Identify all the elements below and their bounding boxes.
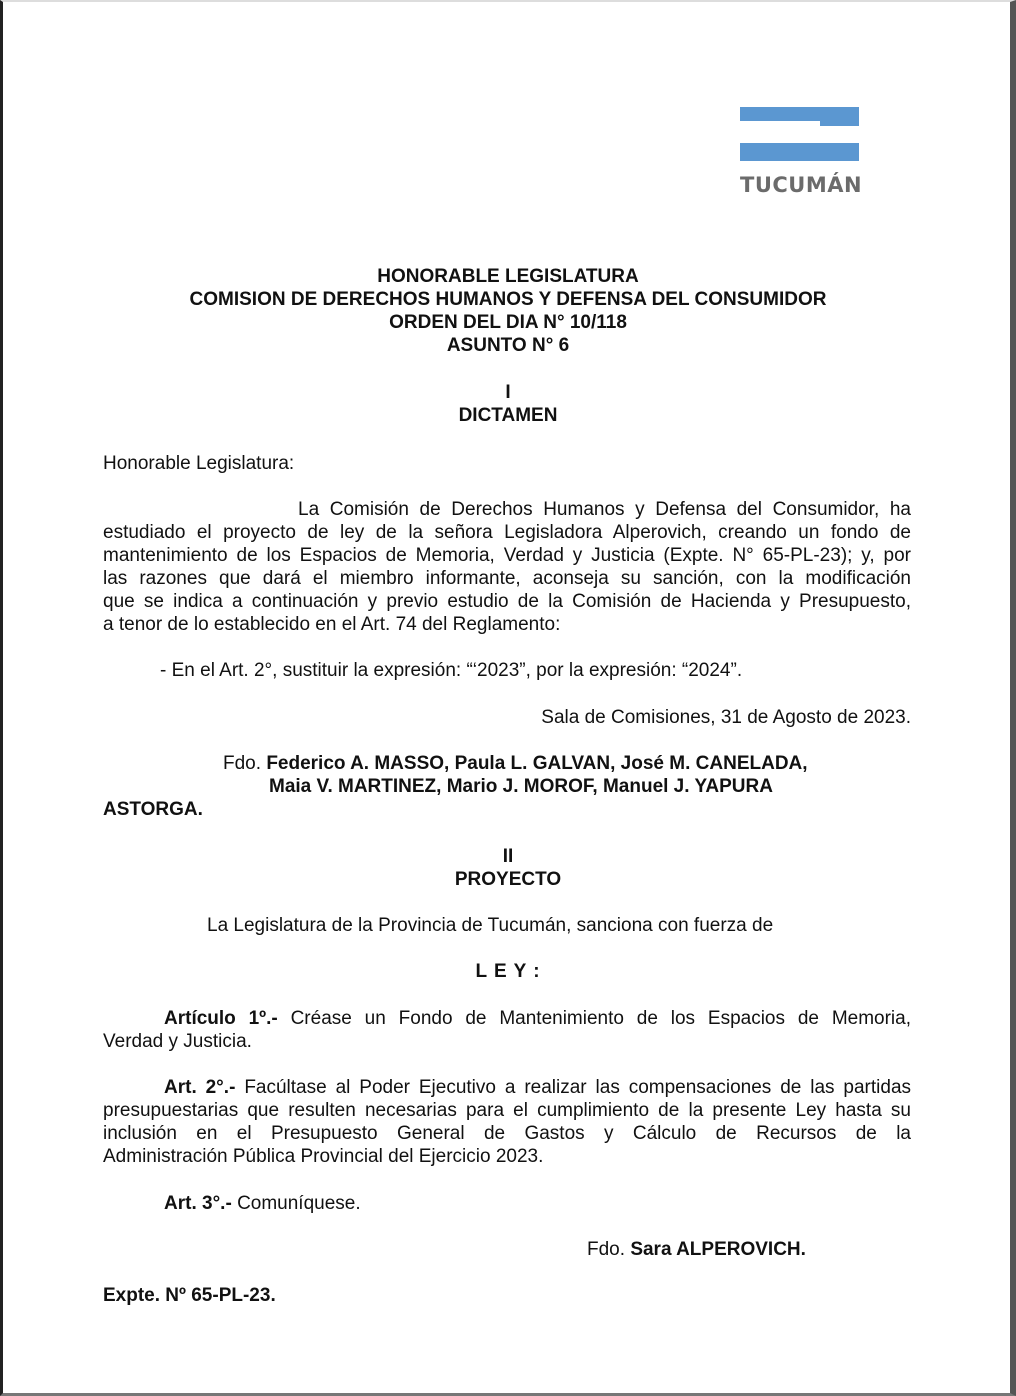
article-2-line: presupuestarias que resulten necesarias para el cumplimiento de la presente Ley hasta su <box>103 1100 911 1121</box>
dictamen-place-date: Sala de Comisiones, 31 de Agosto de 2023. <box>541 707 911 728</box>
proyecto-signature <box>587 1238 806 1261</box>
article-2-label: Art. 2°.- <box>164 1077 236 1098</box>
article-2-text: Facúltase al Poder Ejecutivo a realizar las compensaciones de las partidas <box>244 1077 912 1098</box>
article-2-line: inclusión en el Presupuesto General de Gastos y Cálculo de Recursos de la <box>103 1123 911 1144</box>
signed-prefix: Fdo. <box>587 1239 626 1260</box>
article-1-text: Créase un Fondo de Mantenimiento de los Espacios de Memoria, <box>290 1008 911 1029</box>
section-1-title: DICTAMEN <box>458 405 558 426</box>
dictamen-paragraph-line: las razones que dará el miembro informante, aconseja su sanción, con la modificación <box>103 568 911 589</box>
dictamen-signers-line-1 <box>223 752 808 775</box>
article-2-line: Administración Pública Provincial del Ejercicio 2023. <box>103 1146 544 1167</box>
article-3-label: Art. 3°.- <box>164 1193 232 1214</box>
signer-name: Sara ALPEROVICH. <box>630 1239 806 1260</box>
dictamen-modification: - En el Art. 2°, sustituir la expresión: “‘2023”, por la expresión: “2024”. <box>160 660 743 681</box>
article-1-line <box>103 1007 911 1030</box>
dictamen-signers-line-2: Maia V. MARTINEZ, Mario J. MOROF, Manuel J. YAPURA <box>269 776 773 797</box>
section-1-numeral: I <box>505 382 511 403</box>
dictamen-paragraph <box>103 498 911 636</box>
section-2-numeral: II <box>502 846 514 867</box>
dictamen-paragraph-line: mantenimiento de los Espacios de Memoria, Verdad y Justicia (Expte. N° 65-PL-23); y, por <box>103 545 911 566</box>
article-1-line: Verdad y Justicia. <box>103 1031 252 1052</box>
article-3-text: Comuníquese. <box>237 1193 361 1214</box>
header-matter-number: ASUNTO N° 6 <box>446 335 570 356</box>
article-2 <box>103 1076 911 1168</box>
dictamen-signers-line-3: ASTORGA. <box>103 799 203 820</box>
tucuman-logo <box>740 107 863 197</box>
dictamen-salutation: Honorable Legislatura: <box>103 453 295 474</box>
logo-brand-text: TUCUMÁN <box>740 173 863 197</box>
article-1-label: Artículo 1º.- <box>164 1008 278 1029</box>
proyecto-enacting-clause: La Legislatura de la Provincia de Tucumán, sanciona con fuerza de <box>207 915 774 936</box>
header-commission: COMISION DE DERECHOS HUMANOS Y DEFENSA DEL CONSUMIDOR <box>189 289 827 310</box>
dictamen-paragraph-line: estudiado el proyecto de ley de la señora Legisladora Alperovich, creando un fondo de <box>103 522 911 543</box>
signers-names: Federico A. MASSO, Paula L. GALVAN, José M. CANELADA, <box>266 753 808 774</box>
proyecto-ley-heading: L E Y : <box>475 961 541 982</box>
article-1 <box>103 1007 911 1053</box>
dictamen-paragraph-line: La Comisión de Derechos Humanos y Defensa del Consumidor, ha <box>298 499 911 520</box>
section-2-title: PROYECTO <box>454 869 562 890</box>
logo-top-bar-notch <box>740 121 820 126</box>
article-2-line <box>103 1076 911 1099</box>
signed-prefix: Fdo. <box>223 753 262 774</box>
header-order-of-day: ORDEN DEL DIA N° 10/118 <box>389 312 627 333</box>
dictamen-paragraph-line: a tenor de lo establecido en el Art. 74 del Reglamento: <box>103 614 561 635</box>
header-legislature: HONORABLE LEGISLATURA <box>377 266 639 287</box>
logo-bottom-bar <box>740 143 859 161</box>
dictamen-paragraph-line: que se indica a continuación y previo estudio de la Comisión de Hacienda y Presupuesto, <box>103 591 911 612</box>
file-reference: Expte. Nº 65-PL-23. <box>103 1285 276 1306</box>
article-3 <box>164 1192 361 1215</box>
